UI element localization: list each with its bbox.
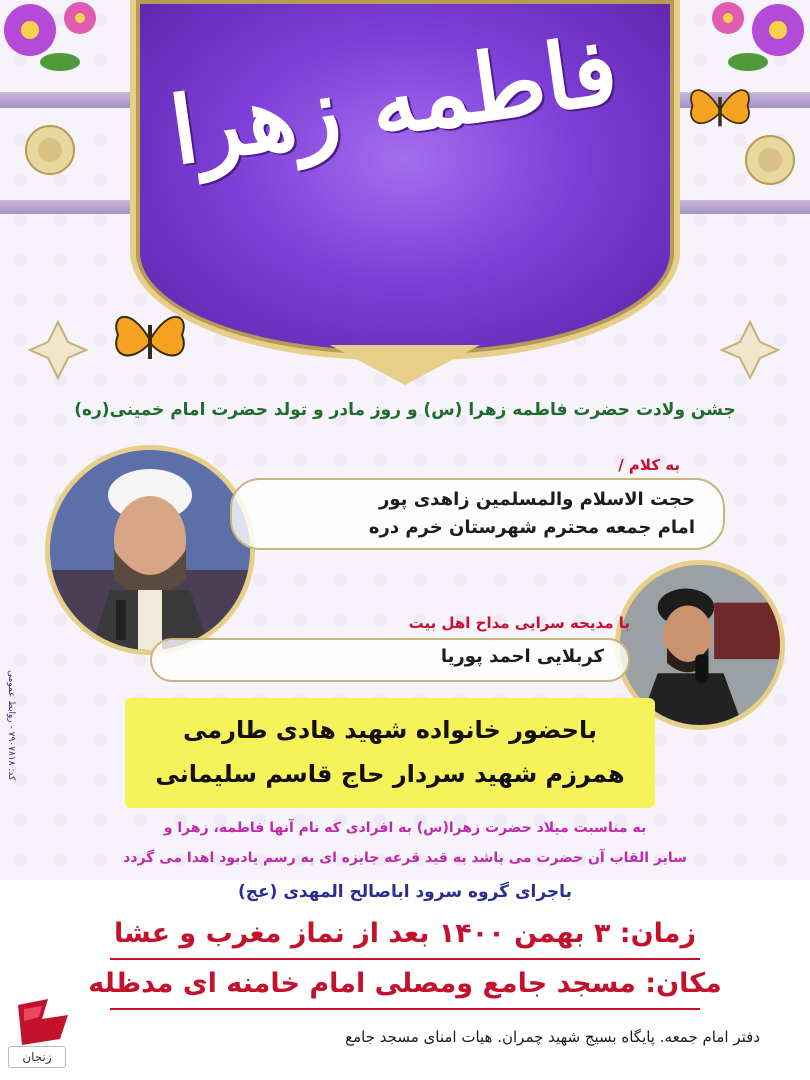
martyr-line-1: باحضور خانواده شهید هادی طارمی bbox=[183, 716, 597, 744]
prize-line-2: سایر القاب آن حضرت می باشد به قید قرعه جایزه ای به رسم یادبود اهدا می گردد bbox=[123, 850, 687, 866]
speaker-photo bbox=[45, 445, 255, 655]
speaker-name: حجت الاسلام والمسلمین زاهدی پور bbox=[379, 489, 695, 510]
divider bbox=[110, 1008, 700, 1010]
prize-line-1: به مناسبت میلاد حضرت زهرا(س) به افرادی که نام آنها فاطمه، زهرا و bbox=[163, 820, 647, 836]
logo-caption: زنجان bbox=[8, 1046, 66, 1068]
butterfly-icon bbox=[685, 80, 755, 140]
vertical-credit bbox=[4, 670, 18, 830]
calligraphy-title: فاطمه زهرا bbox=[164, 16, 624, 186]
butterfly-icon bbox=[110, 305, 190, 375]
by-word-label: به کلام / bbox=[618, 456, 680, 474]
ornament-icon bbox=[720, 320, 780, 380]
flower-icon bbox=[690, 0, 810, 90]
maddah-label: با مدیحه سرایی مداح اهل بیت bbox=[408, 614, 630, 632]
event-title: جشن ولادت حضرت فاطمه زهرا (س) و روز مادر و تولد حضرت امام خمینی(ره) bbox=[74, 400, 736, 420]
event-time: زمان: ۳ بهمن ۱۴۰۰ بعد از نماز مغرب و عشا bbox=[113, 918, 697, 949]
ornament-icon bbox=[20, 120, 80, 180]
maddah-box bbox=[150, 638, 630, 682]
organizers-footer: دفتر امام جمعه. پایگاه بسیج شهید چمران. هیات امنای مسجد جامع bbox=[345, 1028, 760, 1046]
maddah-name: کربلایی احمد پوریا bbox=[440, 646, 604, 667]
divider bbox=[110, 958, 700, 960]
event-place: مکان: مسجد جامع ومصلی امام خامنه ای مدظله bbox=[88, 968, 722, 999]
cleric-figure bbox=[50, 450, 250, 650]
choir-line: باجرای گروه سرود اباصالح المهدی (عج) bbox=[238, 882, 572, 902]
flower-icon bbox=[0, 0, 120, 90]
martyr-line-2: همرزم شهید سردار حاج قاسم سلیمانی bbox=[155, 760, 625, 788]
vertical-credit-text: کد: ۷۹۰۷۸۱۸ - روابط عمومی bbox=[6, 670, 16, 781]
ornament-icon bbox=[28, 320, 88, 380]
speaker-title: امام جمعه محترم شهرستان خرم دره bbox=[368, 517, 695, 538]
martyr-family-box bbox=[125, 698, 655, 808]
speaker-box bbox=[230, 478, 725, 550]
